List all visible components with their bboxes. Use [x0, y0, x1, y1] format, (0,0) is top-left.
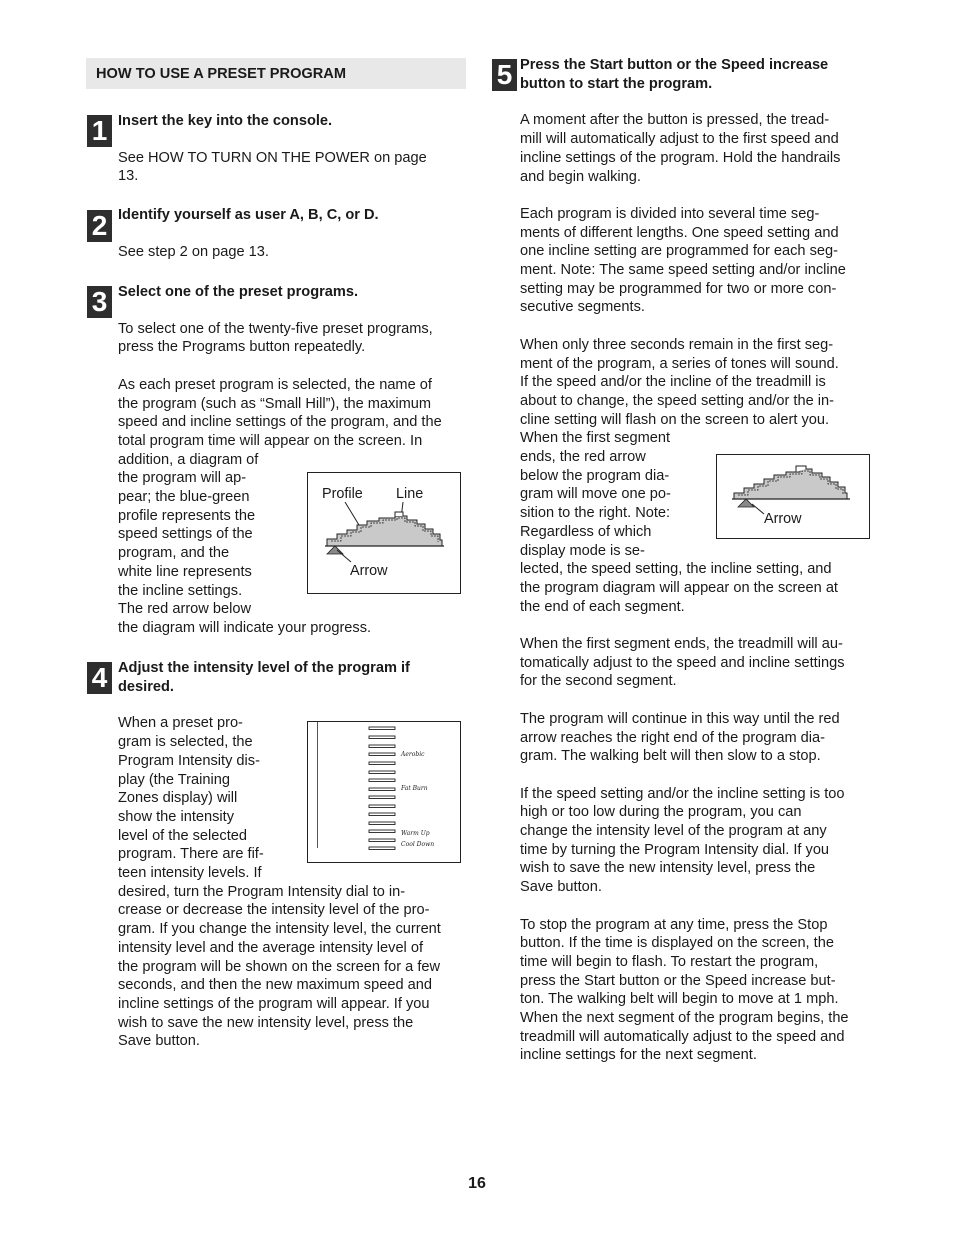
step-1-heading: Insert the key into the console. — [118, 113, 333, 129]
step-5-text-2: Each program is divided into several time seg- ments of different lengths. One speed setting and one incline setting are programmed for each seg- ment. Note: The same speed setting and/or incline setting may be programmed for two or more con- secutive segments. — [520, 205, 846, 316]
step-5-text-3: When only three seconds remain in the first seg- ment of the program, a series of tones will sound. If the speed and/or the incline of the treadmill is about to change, the speed setting and/or the in- cline setting will flash on the screen to alert you. When the first segment ends, the red arrow below the program dia- gram will move one po- sition to the right. Note: Regardless of which display mode is se- lected, the speed setting, the incline setting, and the program diagram will appear on the screen at the end of each segment. — [520, 336, 839, 615]
step-1-text: See HOW TO TURN ON THE POWER on page 13. — [118, 149, 427, 185]
step-2-heading: Identify yourself as user A, B, C, or D. — [118, 207, 379, 223]
program-diagram-figure — [307, 472, 461, 594]
zone-label-warm-up: Warm Up — [401, 830, 430, 837]
arrow-label-2: Arrow — [764, 511, 802, 527]
step-3-text-1: To select one of the twenty-five preset programs, press the Programs button repeatedly. — [118, 320, 433, 356]
step-4-heading: Adjust the intensity level of the program if desired. — [118, 660, 410, 695]
step-number-4: 4 — [87, 662, 112, 694]
step-1 — [118, 112, 468, 186]
arrow-label: Arrow — [350, 563, 388, 579]
training-zones-figure — [307, 721, 461, 863]
step-number-5: 5 — [492, 59, 517, 91]
line-label: Line — [396, 486, 424, 502]
step-2-text: See step 2 on page 13. — [118, 243, 269, 260]
step-5-text-6: If the speed setting and/or the incline setting is too high or too low during the program, you can change the intensity level of the program at any time by turning the Program Intensity dial. If you wish to save the new intensity level, press the Save button. — [520, 785, 845, 896]
step-number-3: 3 — [87, 286, 112, 318]
step-4-text: When a preset pro- gram is selected, the Program Intensity dis- play (the Training Zones display) will show the intensity level of the selected program. There are fif- teen intensity levels. If desired, turn the Program Intensity dial to in- crease or decrease the intensity level of the pro- gram. If you change the intensity level, the current intensity level and the average intensity level of the program will be shown on the screen for a few seconds, and then the new maximum speed and incline settings of the program will appear. If you wish to save the new intensity level, press the Save button. — [118, 715, 441, 1050]
step-5-text-7: To stop the program at any time, press the Stop button. If the time is displayed on the screen, the time will begin to flash. To restart the program, press the Start button or the Speed increase but- ton. The walking belt will begin to move at 1 mph. When the next segment of the program begins, the treadmill will automatically adjust to the speed and incline settings for the next segment. — [520, 916, 849, 1064]
step-5-heading: Press the Start button or the Speed increase button to start the program. — [520, 57, 829, 92]
step-number-2: 2 — [87, 210, 112, 242]
step-5-text-1: A moment after the button is pressed, the tread- mill will automatically adjust to the first speed and incline settings of the program. Hold the handrails and begin walking. — [520, 112, 841, 185]
zone-label-cool-down: Cool Down — [401, 841, 435, 848]
step-2 — [118, 206, 468, 261]
step-5-text-5: The program will continue in this way until the red arrow reaches the right end of the program dia- gram. The walking belt will then slow to a stop. — [520, 710, 840, 765]
section-header-bar — [86, 58, 466, 89]
step-5 — [520, 56, 876, 1065]
arrow-diagram-figure — [716, 454, 870, 539]
step-5-text-4: When the first segment ends, the treadmill will au- tomatically adjust to the speed and incline settings for the second segment. — [520, 636, 845, 690]
zone-label-fat-burn: Fat Burn — [401, 785, 428, 792]
step-number-1: 1 — [87, 115, 112, 147]
zones-bars-graphic — [307, 721, 461, 863]
step-3-heading: Select one of the preset programs. — [118, 284, 359, 300]
section-title: HOW TO USE A PRESET PROGRAM — [96, 66, 347, 82]
page-number: 16 — [468, 1175, 486, 1192]
zone-label-aerobic: Aerobic — [401, 751, 425, 758]
step-3-text-2: As each preset program is selected, the name of the program (such as “Small Hill”), the maximum speed and incline settings of the program, and the total program time will appear on the screen. In addition, a diagram of the program will ap- pear; the blue-green profile represents the speed settings of the program, and the white line represents the incline settings. The red arrow below the diagram will indicate your progress. — [118, 376, 442, 636]
profile-label: Profile — [322, 486, 363, 502]
